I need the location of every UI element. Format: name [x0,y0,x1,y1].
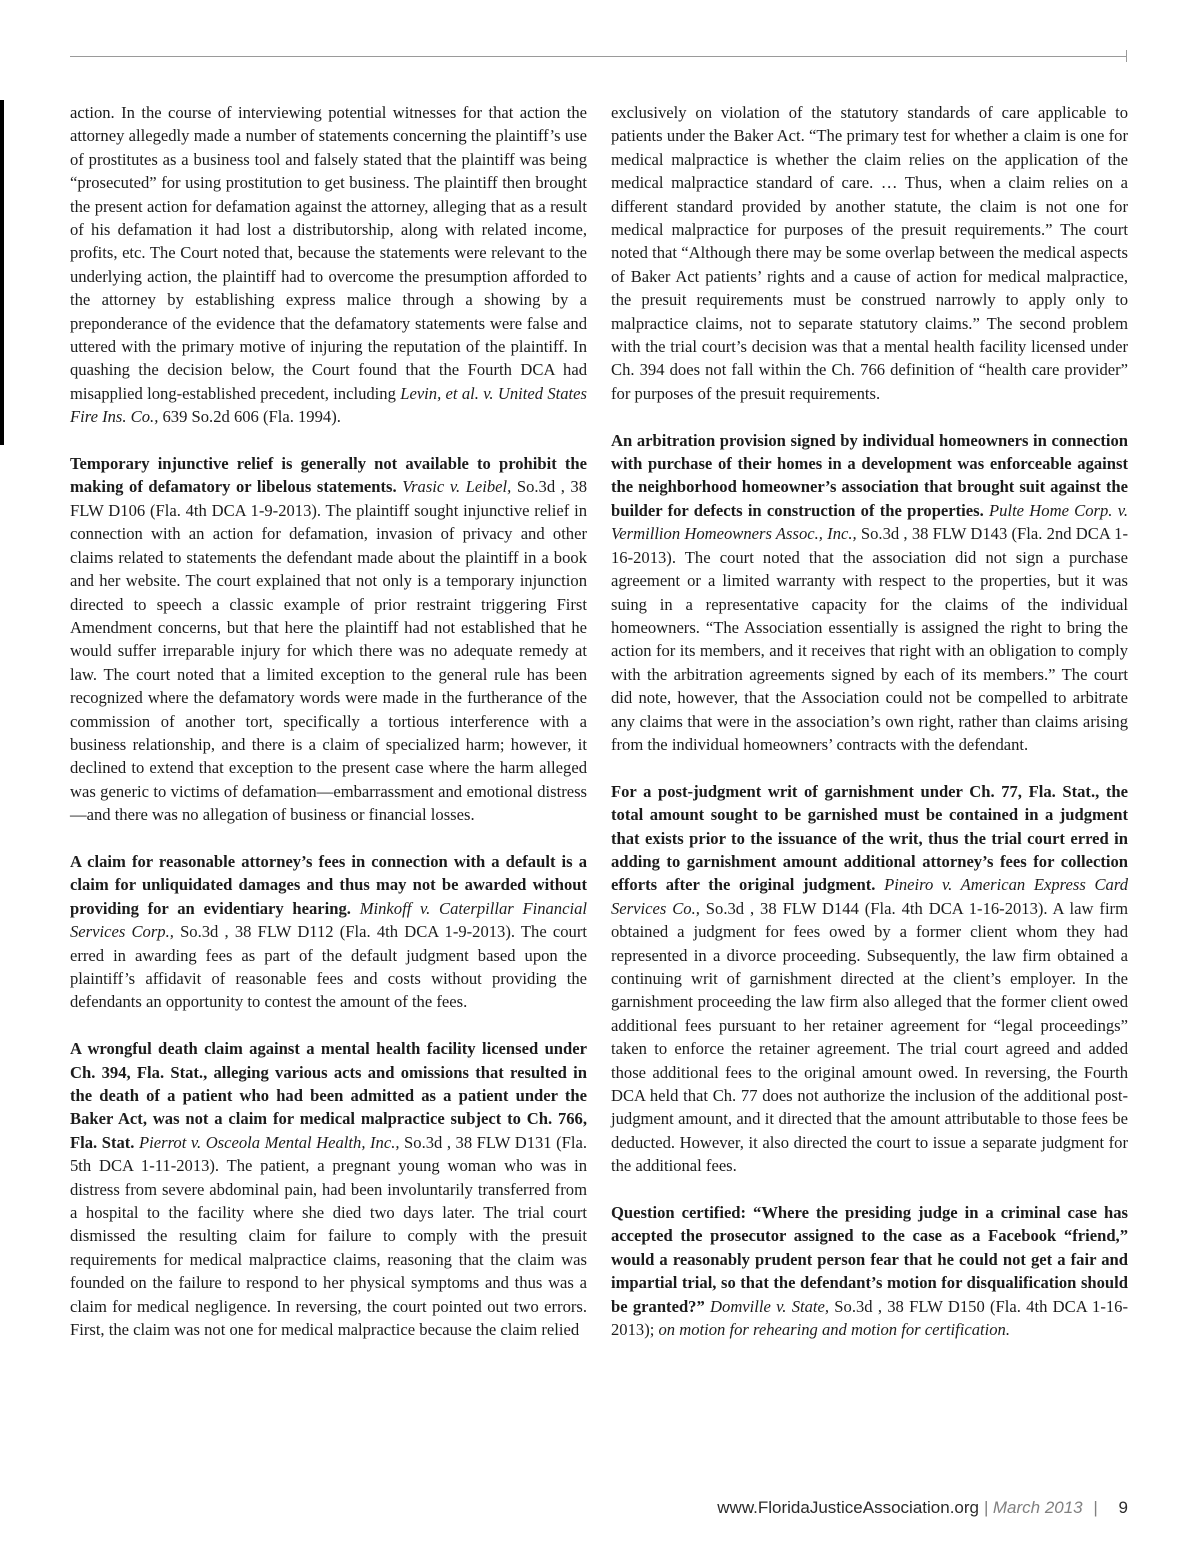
left-column [70,101,587,1341]
margin-bar [0,100,4,445]
case-summary: A wrongful death claim against a mental health facility licensed under Ch. 394, Fla. Stat., alleging various acts and omissions that resulted in the death of a patient who had been admitted as a patient under the Baker Act, was not a claim for medical malpractice subject to Ch. 766, Fla. Stat. Pierrot v. Osceola Mental Health, Inc., So.3d , 38 FLW D131 (Fla. 5th DCA 1-11-2013). The patient, a pregnant young woman who was in distress from severe abdominal pain, had been involuntarily transferred from a hospital to the facility where she died two days later. The trial court dismissed the resulting claim for failure to comply with the presuit requirements for medical malpractice claims, reasoning that the claim was founded on the failure to respond to her physical symptoms and thus was a claim for medical negligence. In reversing, the court pointed out two errors. First, the claim was not one for medical malpractice because the claim relied [70,1039,587,1340]
case-summary: A claim for reasonable attorney’s fees in connection with a default is a claim for unliquidated damages and thus may not be awarded without providing for an evidentiary hearing. Minkoff v. Caterpillar Financial Services Corp., So.3d , 38 FLW D112 (Fla. 4th DCA 1-9-2013). The court erred in awarding fees as part of the default judgment based upon the plaintiff’s affidavit of reasonable fees and costs without providing the defendants an opportunity to contest the amount of the fees. [70,851,587,1012]
page-footer [717,1498,1128,1518]
case-summary: Question certified: “Where the presiding judge in a criminal case has accepted the prosecutor assigned to the case as a Facebook “friend,” would a reasonably prudent person fear that he could not get a fair and impartial trial, so that the defendant’s motion for disqualification should be granted?” Domville v. State, So.3d , 38 FLW D150 (Fla. 4th DCA 1-16-2013); on motion for rehearing and motion for certification. [611,1203,1128,1340]
case-headline: An arbitration provision signed by individual homeowners in connection with purchase of their homes in a development was enforceable against the neighborhood homeowner’s association that brought suit against the builder for defects in construction of the properties. [611,430,1128,520]
right-column [611,101,1128,1341]
case-headline: A wrongful death claim against a mental health facility licensed under Ch. 394, Fla. Stat., alleging various acts and omissions that resulted in the death of a patient who had been admitted as a patient under the Baker Act, was not a claim for medical malpractice subject to Ch. 766, Fla. Stat. [70,1039,587,1152]
footer-separator: | [1093,1498,1098,1517]
case-name: Pierrot v. Osceola Mental Health, Inc., [139,1132,400,1152]
footer-url[interactable]: www.FloridaJusticeAssociation.org [717,1498,979,1517]
case-name: Domville v. State, [710,1296,830,1316]
case-headline: A claim for reasonable attorney’s fees in connection with a default is a claim for unliquidated damages and thus may not be awarded without providing for an evidentiary hearing. [70,851,587,918]
case-summary: For a post-judgment writ of garnishment under Ch. 77, Fla. Stat., the total amount sought to be garnished must be contained in a judgment that exists prior to the issuance of the writ, thus the trial court erred in adding to garnishment amount additional attorney’s fees for collection efforts after the original judgment. Pineiro v. American Express Card Services Co., So.3d , 38 FLW D144 (Fla. 4th DCA 1-16-2013). A law firm obtained a judgment for fees owed by a former client whom they had represented in a divorce proceeding. Subsequently, the law firm obtained a continuing writ of garnishment directed at the client’s employer. In the garnishment proceeding the law firm also alleged that the former client owed additional fees pursuant to her retainer agreement for “legal proceedings” taken to enforce the retainer agreement. The trial court agreed and added those additional fees to the original amount owed. In reversing, the Fourth DCA held that Ch. 77 does not authorize the inclusion of the additional post-judgment amount, and it directed that the amount attributable to those fees be deducted. However, it also directed the court to issue a separate judgment for the additional fees. [611,781,1128,1176]
article-paragraph: exclusively on violation of the statutory standards of care applicable to patients under the Baker Act. “The primary test for whether a claim is one for medical malpractice is whether the claim relies on the application of the medical malpractice standard of care. … Thus, when a claim relies on a different standard provided by another statute, the claim is not one for medical malpractice for purposes of the presuit requirements.” The court noted that “Although there may be some overlap between the medical aspects of Baker Act patients’ rights and a cause of action for medical malpractice, the presuit requirements must be construed narrowly to apply only to malpractice claims, not to separate statutory claims.” The second problem with the trial court’s decision was that a mental health facility licensed under Ch. 394 does not fall within the Ch. 766 definition of “health care provider” for purposes of the presuit requirements. [611,103,1128,403]
case-disposition: on motion for rehearing and motion for certification. [658,1320,1011,1340]
case-headline: For a post-judgment writ of garnishment under Ch. 77, Fla. Stat., the total amount sought to be garnished must be contained in a judgment that exists prior to the issuance of the writ, thus the trial court erred in adding to garnishment amount additional attorney’s fees for collection efforts after the original judgment. [611,781,1128,895]
page-number: 9 [1118,1498,1128,1517]
case-name: Pulte Home Corp. v. Vermillion Homeowners Assoc., Inc., [611,500,1128,544]
header-rule-tick [1126,50,1127,62]
case-name: Pineiro v. American Express Card Services Co., [611,875,1128,918]
case-headline: Temporary injunctive relief is generally not available to prohibit the making of defamatory or libelous statements. [70,454,587,497]
header-rule [70,56,1126,57]
case-name: Minkoff v. Caterpillar Financial Services Corp., [70,898,587,942]
footer-issue: | March 2013 [983,1498,1083,1517]
case-headline: Question certified: “Where the presiding judge in a criminal case has accepted the prosecutor assigned to the case as a Facebook “friend,” would a reasonably prudent person fear that he could not get a fair and impartial trial, so that the defendant’s motion for disqualification should be granted?” [611,1203,1128,1316]
case-name: Vrasic v. Leibel, [402,477,512,497]
article-paragraph: action. In the course of interviewing potential witnesses for that action the attorney allegedly made a number of statements concerning the plaintiff’s use of prostitutes as a business tool and falsely stated that the plaintiff was being “prosecuted” for using prostitution to get business. The plaintiff then brought the present action for defamation against the attorney, alleging that as a result of his defamation it had lost a distributorship, along with related income, profits, etc. The Court noted that, because the statements were relevant to the underlying action, the plaintiff had to overcome the presumption afforded to the attorney by establishing express malice through a showing by a preponderance of the evidence that the defamatory statements were false and uttered with the primary motive of injuring the reputation of the plaintiff. In quashing the decision below, the Court found that the Fourth DCA had misapplied long-established precedent, including Levin, et al. v. United States Fire Ins. Co., 639 So.2d 606 (Fla. 1994). [70,103,587,427]
case-summary: Temporary injunctive relief is generally not available to prohibit the making of defamatory or libelous statements. Vrasic v. Leibel, So.3d , 38 FLW D106 (Fla. 4th DCA 1-9-2013). The plaintiff sought injunctive relief in connection with an action for defamation, invasion of privacy and other claims related to statements the defendant made about the plaintiff in a book and her website. The court explained that not only is a temporary injunction directed to speech a classic example of prior restraint triggering First Amendment concerns, but that here the plaintiff had not established that he would suffer irreparable injury for which there was no adequate remedy at law. The court noted that a limited exception to the general rule has been recognized where the defamatory words were made in the furtherance of the commission of another tort, specifically a tortious interference with a business relationship, and there is a claim of specialized harm; however, it declined to extend that exception to the present case where the harm alleged was generic to victims of defamation—embarrassment and emotional distress—and there was no allegation of business or financial losses. [70,454,587,825]
case-name: Levin, et al. v. United States Fire Ins. Co., [70,383,587,427]
case-summary: An arbitration provision signed by individual homeowners in connection with purchase of their homes in a development was enforceable against the neighborhood homeowner’s association that brought suit against the builder for defects in construction of the properties. Pulte Home Corp. v. Vermillion Homeowners Assoc., Inc., So.3d , 38 FLW D143 (Fla. 2nd DCA 1-16-2013). The court noted that the association did not sign a purchase agreement or a limited warranty with respect to the properties, but it was suing in a representative capacity for the claims of the individual homeowners. “The Association essentially is assigned the right to bring the action for its members, and it receives that right with an obligation to comply with the arbitration agreements signed by each of its members.” The court did note, however, that the Association could not be compelled to arbitrate any claims that were in the association’s own right, rather than claims arising from the individual homeowners’ contracts with the defendant. [611,430,1128,754]
